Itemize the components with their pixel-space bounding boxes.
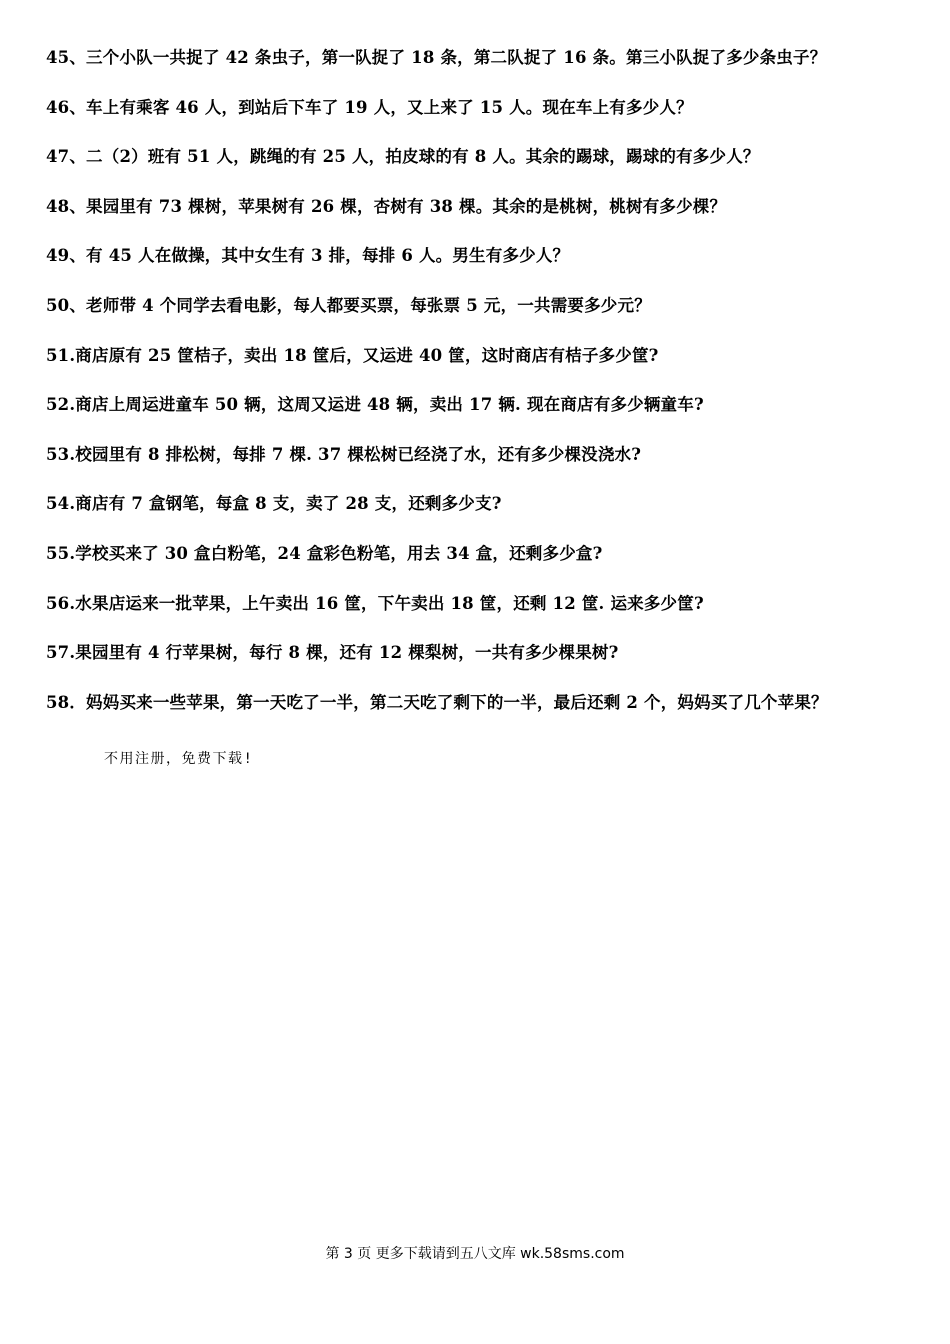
problem-56: 56.水果店运来一批苹果，上午卖出 16 筐，下午卖出 18 筐，还剩 12 筐. 运来多少筐? — [46, 593, 704, 613]
problem-58: 58．妈妈买来一些苹果，第一天吃了一半，第二天吃了剩下的一半，最后还剩 2 个，妈妈买了几个苹果？ — [46, 692, 828, 712]
footer-text: 第 3 页 更多下载请到五八文库 wk.58sms.com — [325, 1246, 625, 1262]
problem-57: 57.果园里有 4 行苹果树，每行 8 棵，还有 12 棵梨树，一共有多少棵果树? — [46, 643, 619, 663]
problem-51: 51.商店原有 25 筐桔子，卖出 18 筐后，又运进 40 筐，这时商店有桔子多少筐? — [46, 345, 659, 365]
problem-47: 47、二（2）班有 51 人，跳绳的有 25 人，拍皮球的有 8 人。其余的踢球，踢球的有多少人？ — [46, 147, 760, 167]
problem-45: 45、三个小队一共捉了 42 条虫子，第一队捉了 18 条，第二队捉了 16 条。第三小队捉了多少条虫子？ — [46, 48, 827, 67]
problem-list — [46, 46, 896, 719]
problem-55: 55.学校买来了 30 盒白粉笔，24 盒彩色粉笔，用去 34 盒，还剩多少盒? — [46, 543, 603, 563]
problem-53: 53.校园里有 8 排松树，每排 7 棵. 37 棵松树已经浇了水，还有多少棵没浇水? — [46, 444, 642, 464]
page-footer — [0, 1244, 950, 1264]
problem-46: 46、车上有乘客 46 人，到站后下车了 19 人，又上来了 15 人。现在车上有多少人？ — [46, 97, 693, 117]
problem-50: 50、老师带 4 个同学去看电影，每人都要买票，每张票 5 元，一共需要多少元？ — [46, 295, 651, 315]
download-note: 不用注册，免费下载! — [104, 751, 254, 767]
problem-52: 52.商店上周运进童车 50 辆，这周又运进 48 辆，卖出 17 辆. 现在商店有多少辆童车? — [46, 395, 704, 415]
problem-54: 54.商店有 7 盒钢笔，每盒 8 支，卖了 28 支，还剩多少支? — [46, 494, 502, 514]
problem-49: 49、有 45 人在做操，其中女生有 3 排，每排 6 人。男生有多少人？ — [46, 246, 570, 266]
problem-48: 48、果园里有 73 棵树，苹果树有 26 棵，杏树有 38 棵。其余的是桃树，桃树有多少棵？ — [46, 196, 727, 216]
